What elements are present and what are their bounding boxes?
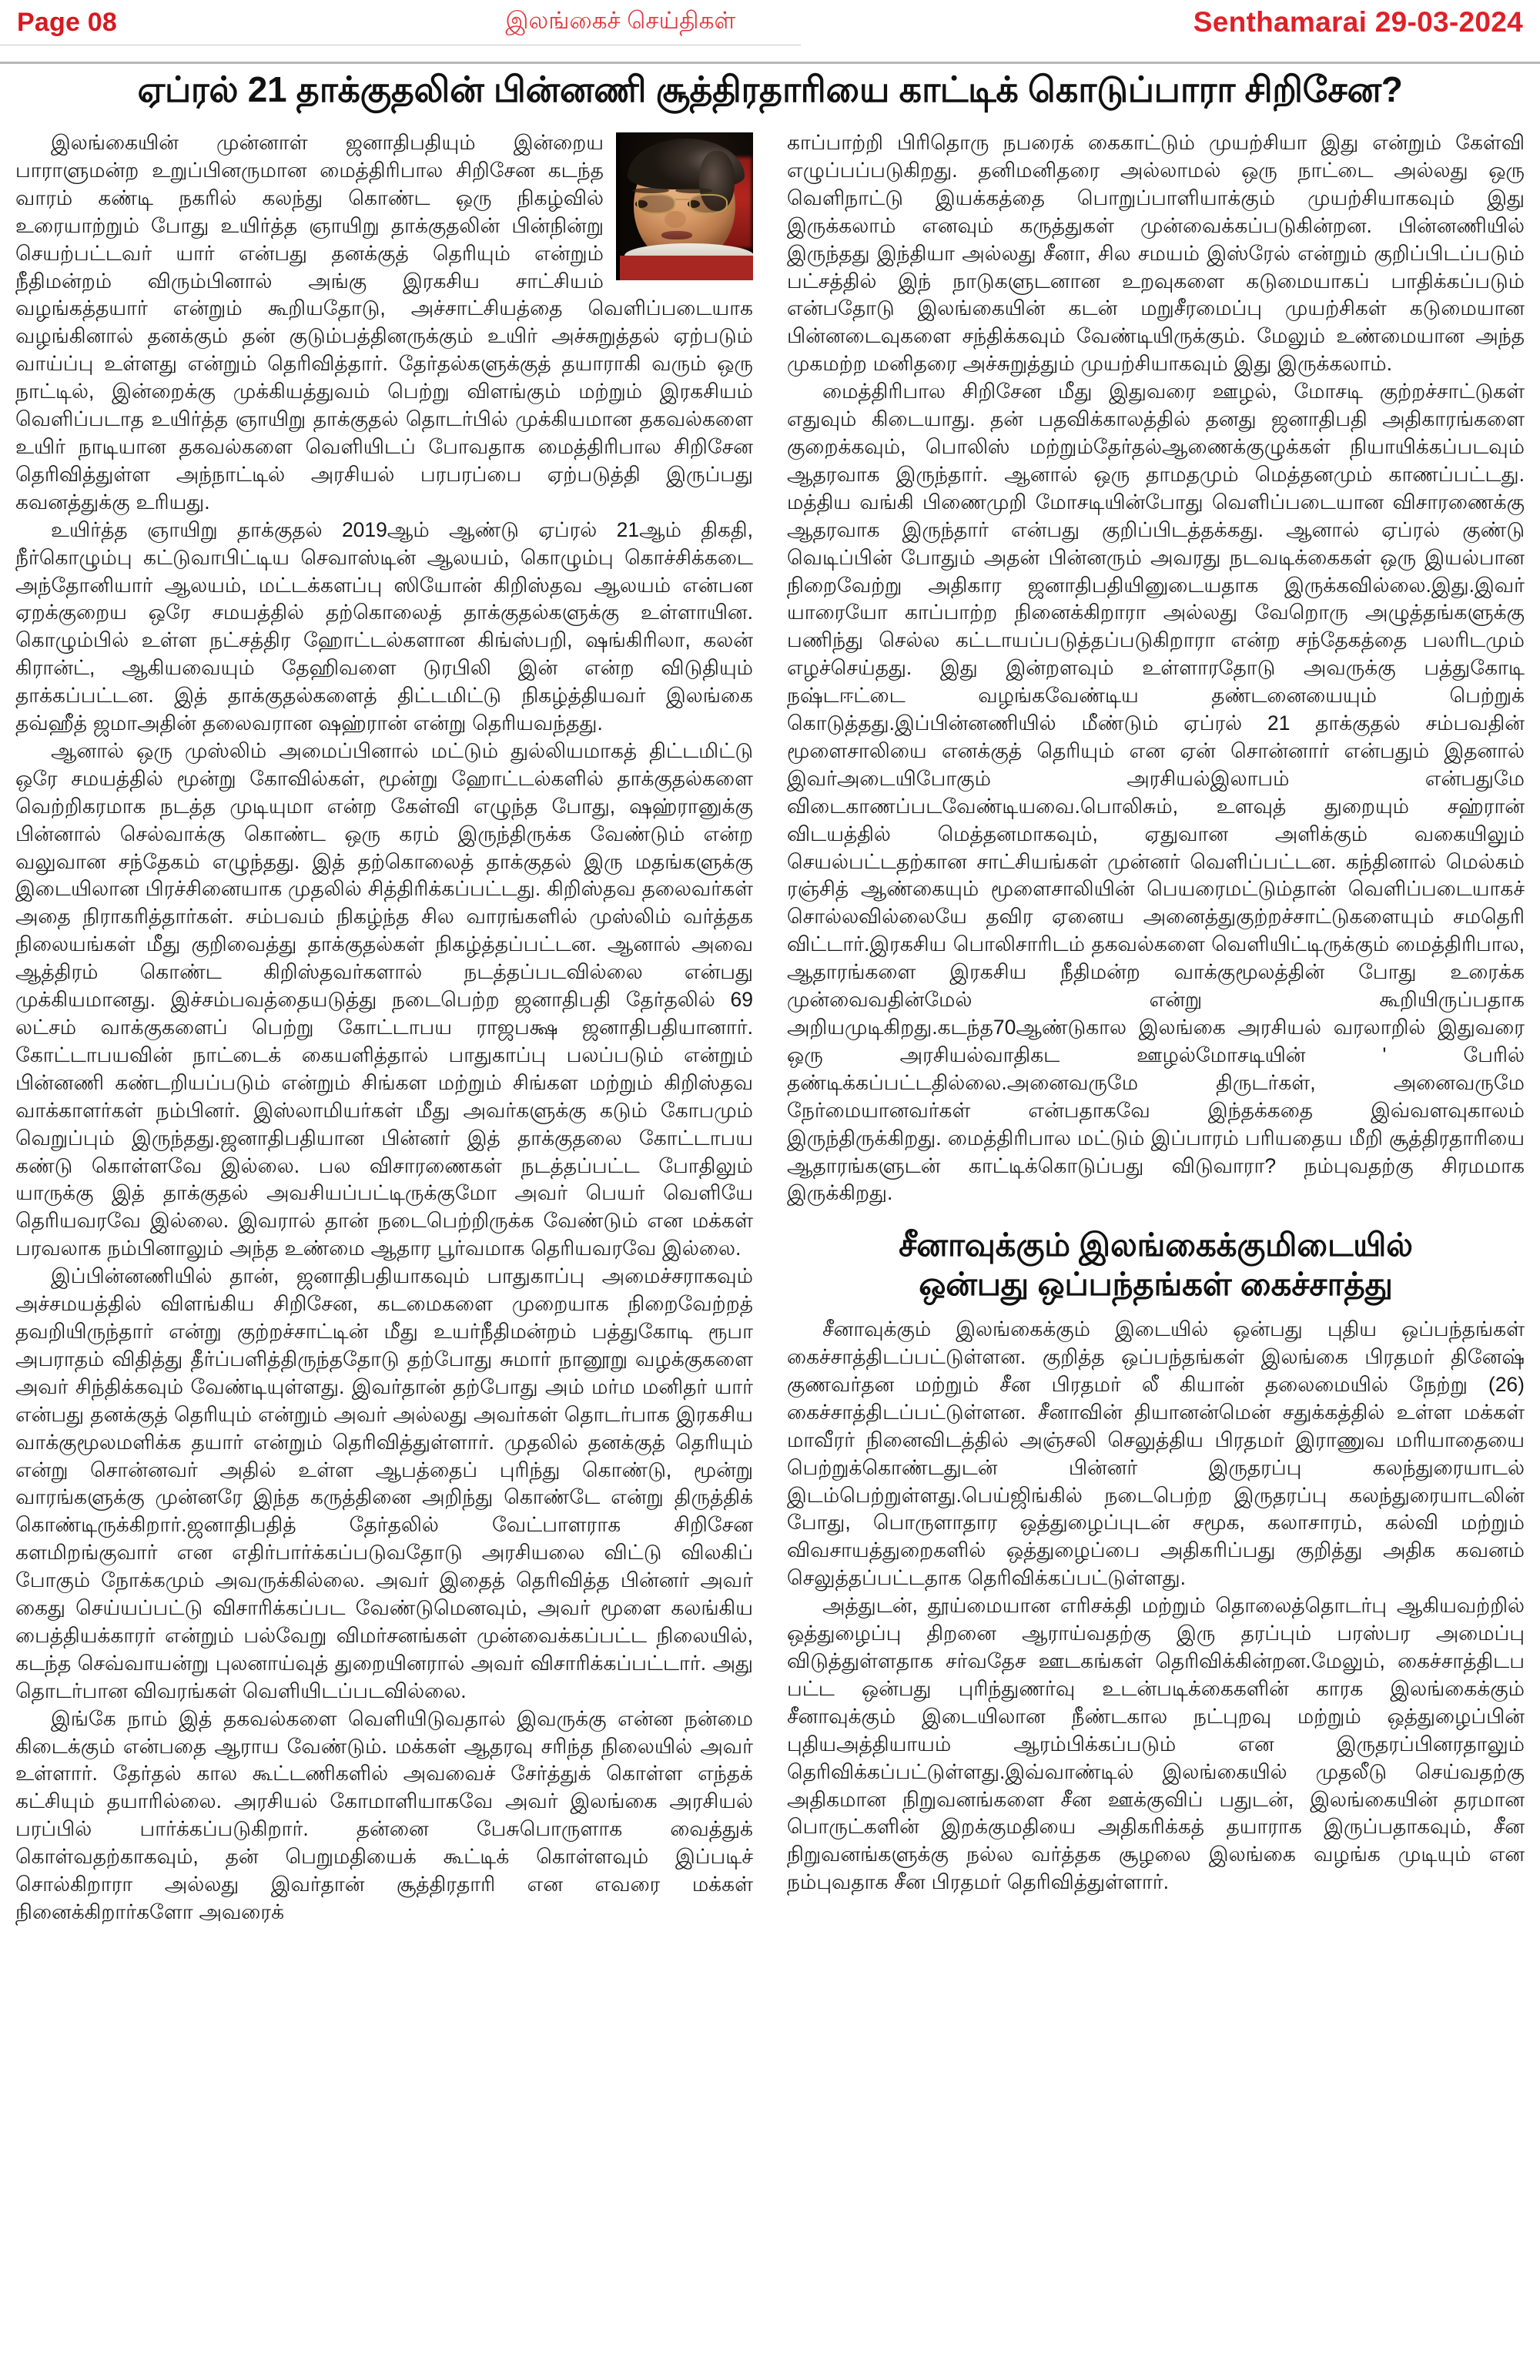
article-photo [616,132,753,280]
paragraph: அத்துடன், தூய்மையான எரிசக்தி மற்றும் தொலைத்தொடர்பு ஆகியவற்றில் ஒத்துழைப்பு திறனை ஆராய்வதற்கு இரு தரப்பும் பரஸ்பர அமைப்பு விடுத்துள்ளதாக சர்வதேச ஊடகங்கள் தெரிவிக்கின்றன.மேலும், கைச்சாத்திடப பட்ட ஒன்பது புரிந்துணர்வு உடன்படிக்கைகளின் காரக இலங்கைக்கும் சீனாவுக்கும் இடையிலான நீண்டகால நட்புறவு மற்றும் ஒத்துழைப்பின் புதியஅத்தியாயம் ஆரம்பிக்கப்படும் என இருதரப்பினரதாலும் தெரிவிக்கப்பட்டுள்ளது.இவ்வாண்டில் இலங்கையில் முதலீடு செய்வதற்கு அதிகமான நிறுவனங்களை சீன ஊக்குவிப் பதுடன், இலங்கையின் தரமான பொருட்களின் இறக்குமதியை அதிகரிக்கத் தயாராக இருப்பதாகவும், சீன நிறுவனங்களுக்கு நல்ல வர்த்தக சூழலை இலங்கை வழங்க முடியும் என நம்புவதாக சீன பிரதமர் தெரிவித்துள்ளார். [787,1594,1525,1894]
nose-shape [665,211,686,228]
article-body [15,129,1525,2370]
paragraph: ஆனால் ஒரு முஸ்லிம் அமைப்பினால் மட்டும் துல்லியமாகத் திட்டமிட்டு ஒரே சமயத்தில் மூன்று கோவில்கள், மூன்று ஹோட்டல்களில் தாக்குதல்களை வெற்றிகரமாக நடத்த முடியுமா என்ற கேள்வி எழுந்த போது, ஷஹ்ரானுக்கு பின்னால் செல்வாக்கு கொண்ட ஒரு கரம் இருந்திருக்க வேண்டும் என்ற வலுவான சந்தேகம் எழுந்தது. இத் தற்கொலைத் தாக்குதல் இரு மதங்களுக்கு இடையிலான பிரச்சினையாக முதலில் சித்திரிக்கப்பட்டது. கிறிஸ்தவ தலைவர்கள் அதை நிராகரித்தார்கள். சம்பவம் நிகழ்ந்த சில வாரங்களில் முஸ்லிம் வர்த்தக நிலையங்கள் மீது குறிவைத்து தாக்குதல்கள் நிகழ்த்தப்பட்டன. ஆனால் அவை ஆத்திரம் கொண்ட கிறிஸ்தவர்களால் நடத்தப்படவில்லை என்பது முக்கியமானது. இச்சம்பவத்தையடுத்து நடைபெற்ற ஜனாதிபதி தேர்தலில் 69 லட்சம் வாக்குகளைப் பெற்று கோட்டாபய ராஜபக்ஷ ஜனாதிபதியானார். கோட்டாபயவின் நாட்டைக் கையளித்தால் பாதுகாப்பு பலப்படும் என்றும் பின்னணி கண்டறியப்படும் என்றும் சிங்கள மற்றும் சிங்கள மற்றும் கிறிஸ்தவ வாக்காளர்கள் நம்பினர். இஸ்லாமியர்கள் மீது அவர்களுக்கு கடும் கோபமும் வெறுப்பும் இருந்தது.ஜனாதிபதியான பின்னர் இத் தாக்குதலை கோட்டாபய கண்டு கொள்ளவே இல்லை. பல விசாரணைகள் நடத்தப்பட்ட போதிலும் யாருக்கு இத் தாக்குதல் அவசியப்பட்டிருக்குமோ அவர் பெயர் வெளியே தெரியவரவே இல்லை. இவரால் தான் நடைபெற்றிருக்க வேண்டும் என மக்கள் பரவலாக நம்பினாலும் அந்த உண்மை ஆதார பூர்வமாக தெரியவரவே இல்லை. [15,738,753,1260]
page-number: Page 08 [17,7,117,37]
left-column [15,129,753,2370]
portrait-photo [616,132,753,256]
paragraph: இலங்கையின் முன்னாள் ஜனாதிபதியும் இன்றைய பாராளுமன்ற உறுப்பினருமான மைத்திரிபால சிறிசேன கடந்த வாரம் கண்டி நகரில் கலந்து கொண்ட ஒரு நிகழ்வில் உரையாற்றும் போது உயிர்த்த ஞாயிறு தாக்குதலின் பின்நின்று செயற்பட்டவர் யார் என்பது தனக்குத் தெரியும் என்றும் நீதிமன்றம் விரும்பினால் அங்கு இரகசிய சாட்சியம் வழங்கத்தயார் என்றும் கூறியதோடு, அச்சாட்சியத்தை வெளிப்படையாக வழங்கினால் தனக்கும் தன் குடும்பத்தினருக்கும் உயிர் அச்சுறுத்தல் ஏற்படும் வாய்ப்பு உள்ளது என்றும் தெரிவித்தார். தேர்தல்களுக்குத் தயாராகி வரும் ஒரு நாட்டில், இன்றைக்கு முக்கியத்துவம் பெற்று விளங்கும் மற்றும் இரகசியம் வெளிப்படாத உயிர்த்த ஞாயிறு தாக்குதல் தொடர்பில் முக்கியமான தகவல்களை உயிர் நாடியான தகவல்களை வெளியிடப் போவதாக மைத்திரிபால சிறிசேன தெரிவித்துள்ள அந்நாட்டில் அரசியல் பரபரப்பை ஏற்படுத்தி இருப்பது கவனத்துக்கு உரியது. [15,131,753,514]
secondary-headline [787,1226,1525,1304]
photo-red-band [616,256,753,280]
secondary-headline-line-1: சீனாவுக்கும் இலங்கைக்குமிடையில் [899,1227,1413,1264]
masthead [0,0,1540,45]
eyebrow-right [675,188,712,193]
paragraph: சீனாவுக்கும் இலங்கைக்கும் இடையில் ஒன்பது புதிய ஒப்பந்தங்கள் கைச்சாத்திடப்பட்டுள்ளன. குறித்த ஒப்பந்தங்கள் இலங்கை பிரதமர் தினேஷ் குணவர்தன மற்றும் சீன பிரதமர் லீ கியான் தலைமையில் நேற்று (26) கைச்சாத்திடப்பட்டுள்ளன. சீனாவின் தியானன்மென் சதுக்கத்தில் உள்ள மக்கள் மாவீரர் நினைவிடத்தில் அஞ்சலி செலுத்திய பிரதமர் இராணுவ மரியாதையை பெற்றுக்கொண்டதுடன் பின்னர் இருதரப்பு கலந்துரையாடல் இடம்பெற்றுள்ளது.பெய்ஜிங்கில் நடைபெற்ற இருதரப்பு கலந்துரையாடலின் போது, பொருளாதார ஒத்துழைப்புடன் சமூக, கலாசாரம், கல்வி மற்றும் விவசாயத்துறைகளில் ஒத்துழைப்பை அதிகரிப்பது குறித்து அதிக கவனம் செலுத்தப்பட்டதாக தெரிவிக்கப்பட்டுள்ளது. [787,1317,1525,1590]
brand-and-date: Senthamarai 29-03-2024 [1193,6,1523,38]
paragraph: இங்கே நாம் இத் தகவல்களை வெளியிடுவதால் இவருக்கு என்ன நன்மை கிடைக்கும் என்பதை ஆராய வேண்டும். மக்கள் ஆதரவு சரிந்த நிலையில் அவர் உள்ளார். தேர்தல் கால கூட்டணிகளில் அவவைச் சேர்த்துக் கொள்ள எந்தக் கட்சியும் தயாரில்லை. அரசியல் கோமாளியாகவே அவர் இலங்கை அரசியல் பரப்பில் பார்க்கப்படுகிறார். தன்னை பேசுபொருளாக வைத்துக் கொள்வதற்காகவும், தன் பெறுமதியைக் கூட்டிக் கொள்ளவும் இப்படிச் சொல்கிறாரா அல்லது இவர்தான் சூத்திரதாரி என எவரை மக்கள் நினைக்கிறார்களோ அவரைக் [15,1706,753,1923]
masthead-thick-rule [0,62,1540,64]
section-title: இலங்கைச் செய்திகள் [505,7,736,34]
eyebrow-left [632,188,669,193]
lens-right [689,194,728,214]
paragraph: உயிர்த்த ஞாயிறு தாக்குதல் 2019ஆம் ஆண்டு ஏப்ரல் 21ஆம் திகதி, நீர்கொழும்பு கட்டுவாபிட்டிய செவாஸ்டின் ஆலயம், கொழும்பு கொச்சிக்கடை அந்தோனியார் ஆலயம், மட்டக்களப்பு ஸியோன் கிறிஸ்தவ ஆலயம் என்பன ஏறக்குறைய ஒரே சமயத்தில் தற்கொலைத் தாக்குதல்களுக்கு உள்ளாயின. கொழும்பில் உள்ள நட்சத்திர ஹோட்டல்களான கிங்ஸ்பறி, ஷங்கிரிலா, கலன் கிரான்ட், ஆகியவையும் தேஹிவளை டுரபிலி இன் என்ற விடுதியும் தாக்கப்பட்டன. இத் தாக்குதல்களைத் திட்டமிட்டு நிகழ்த்தியவர் இலங்கை தவ்ஹீத் ஜமாஅதின் தலைவரான ஷஹ்ரான் என்று தெரியவந்தது. [15,517,753,735]
paragraph: இப்பின்னணியில் தான், ஜனாதிபதியாகவும் பாதுகாப்பு அமைச்சராகவும் அச்சமயத்தில் விளங்கிய சிறிசேன, கடமைகளை முறையாக நிறைவேற்றத் தவறியிருந்தார் என்று குற்றச்சாட்டின் மீது உயர்நீதிமன்றம் பத்துகோடி ரூபா அபராதம் விதித்து தீர்ப்பளித்திருந்ததோடு தற்போது சுமார் நானூறு வழக்குகளை அவர் சிந்திக்கவும் வேண்டியுள்ளது. இவர்தான் தற்போது அம் மர்ம மனிதர் யார் என்பது தனக்குத் தெரியும் என்றும் அவர் அல்லது அவர்கள் தொடர்பாக இரகசிய வாக்குமூலமளிக்க தயார் என்றும் தெரிவித்துள்ளார். முதலில் தனக்குத் தெரியும் என்று சொன்னவர் அதில் உள்ள ஆபத்தைப் புரிந்து கொண்டு, மூன்று வாரங்களுக்கு முன்னரே இந்த கருத்தினை அறிந்து கொண்டே என்று திருத்திக் கொண்டிருக்கிறார்.ஜனாதிபதித் தேர்தலில் வேட்பாளராக சிறிசேன களமிறங்குவார் என எதிர்பார்க்கப்படுவதோடு அரசியலை விட்டு விலகிப் போகும் நோக்கமும் அவருக்கில்லை. அவர் இதைத் தெரிவித்த பின்னர் அவர் கைது செய்யப்பட்டு விசாரிக்கப்பட வேண்டுமெனவும், அவர் மூளை கலங்கிய பைத்தியக்காரர் என்றும் பல்வேறு விமர்சனங்கள் முன்வைக்கப்பட்ட நிலையில், கடந்த செவ்வாயன்று புலனாய்வுத் துறையினரால் அவர் விசாரிக்கப்பட்டார். அது தொடர்பான விவரங்கள் வெளியிடப்படவில்லை. [15,1264,753,1702]
paragraph: காப்பாற்றி பிரிதொரு நபரைக் கைகாட்டும் முயற்சியா இது என்றும் கேள்வி எழுப்பப்படுகிறது. தனிமனிதரை அல்லாமல் ஒரு நாட்டை அல்லது ஒரு வெளிநாட்டு இயக்கத்தை பொறுப்பாளியாக்கும் முயற்சியாகவும் இது இருக்கலாம் எனவும் கருத்துகள் முன்வைக்கப்படுகின்றன. பின்னணியில் இருந்தது இந்தியா அல்லது சீனா, சில சமயம் இஸ்ரேல் என்றும் குறிப்பிடப்படும் பட்சத்தில் இந் நாடுகளுடனான உறவுகளை கடுமையாகப் பாதிக்கப்படும் என்பதோடு இலங்கையின் கடன் மறுசீரமைப்பு முயற்சிகள் கடுமையான பின்னடைவுகளை சந்திக்கவும் வேண்டியிருக்கும். மேலும் உண்மையான அந்த முகமற்ற மனிதரை அச்சுறுத்தும் முயற்சியாகவும் இது இருக்கலாம். [787,131,1525,376]
mouth-shape [661,231,692,239]
secondary-headline-line-2: ஒன்பது ஒப்பந்தங்கள் கைச்சாத்து [919,1265,1393,1302]
glasses-bridge [675,199,689,200]
main-headline: ஏப்ரல் 21 தாக்குதலின் பின்னணி சூத்திரதாரியை காட்டிக் கொடுப்பாரா சிறிசேன? [137,69,1403,109]
eyeglasses-icon [635,194,737,214]
paragraph: மைத்திரிபால சிறிசேன மீது இதுவரை ஊழல், மோசடி குற்றச்சாட்டுகள் எதுவும் கிடையாது. தன் பதவிக்காலத்தில் தனது ஜனாதிபதி அதிகாரங்களை குறைக்கவும், பொலிஸ் மற்றும்தேர்தல்ஆணைக்குழுக்கள் நியாயிக்கப்படவும் ஆதரவாக இருந்தார். ஆனால் ஒரு தாமதமும் மெத்தனமும் காணப்பட்டது. மத்திய வங்கி பிணைமுறி மோசடியின்போது வெளிப்படையான விசாரணைக்கு ஆதரவாக இருந்தார் என்பது குறிப்பிடத்தக்கது. ஆனால் ஏப்ரல் குண்டு வெடிப்பின் போதும் அதன் பின்னரும் அவரது நடவடிக்கைகள் ஒரு இயல்பான நிறைவேற்று அதிகார ஜனாதிபதியினுடையதாக இருக்கவில்லை.இது.இவர் யாரையோ காப்பாற்ற நினைக்கிறாரா அல்லது வேறொரு அழுத்தங்களுக்கு பணிந்து செல்ல கட்டாயப்படுத்தப்படுகிறாரா என்ற சந்தேகத்தை பலரிடமும் எழச்செய்தது. இது இன்றளவும் உள்ளாரதோடு அவருக்கு பத்துகோடி நஷ்டஈட்டை வழங்கவேண்டிய தண்டனையையும் பெற்றுக் கொடுத்தது.இப்பின்னணியில் மீண்டும் ஏப்ரல் 21 தாக்குதல் சம்பவதின் மூளைசாலியை எனக்குத் தெரியும் என ஏன் சொன்னார் என்பதும் இதனால் இவர்அடையிபோகும் அரசியல்இலாபம் என்பதுமே விடைகாணப்படவேண்டியவை.பொலிசும், உளவுத் துறையும் சஹ்ரான் விடயத்தில் மெத்தனமாகவும், ஏதுவான அளிக்கும் வகையிலும் செயல்பட்டதற்கான சாட்சியங்கள் முன்னர் வெளிப்பட்டன. கந்தினால் மெல்கம் ரஞ்சித் ஆண்கையும் மூளைசாலியின் பெயரைமட்டும்தான் வெளிப்படையாகச் சொல்லவில்லையே தவிர ஏனைய அனைத்துகுற்றச்சாட்டுகளையும் சமதெரி விட்டார்.இரகசிய பொலிசாரிடம் தகவல்களை வெளியிட்டிருக்கும் மைத்திரிபால, ஆதாரங்களை இரகசிய நீதிமன்ற வாக்குமூலத்தின் போது உரைக்க முன்வைவதின்மேல் என்று கூறியிருப்பதாக அறியமுடிகிறது.கடந்த70ஆண்டுகால இலங்கை அரசியல் வரலாறில் இதுவரை ஒரு அரசியல்வாதிகட ஊழல்மோசடியின் ' பேரில் தண்டிக்கப்பட்டதில்லை.அனைவருமே திருடர்கள், அனைவருமே நேர்மையானவர்கள் என்பதாகவே இந்தக்கதை இவ்வளவுகாலம் இருந்திருக்கிறது. மைத்திரிபால மட்டும் இப்பாரம் பரியதைய மீறி சூத்திரதாரியை ஆதாரங்களுடன் காட்டிக்கொடுப்பது விடுவாரா? நம்புவதற்கு சிரமமாக இருக்கிறது. [787,380,1525,1205]
right-column [787,129,1525,2370]
